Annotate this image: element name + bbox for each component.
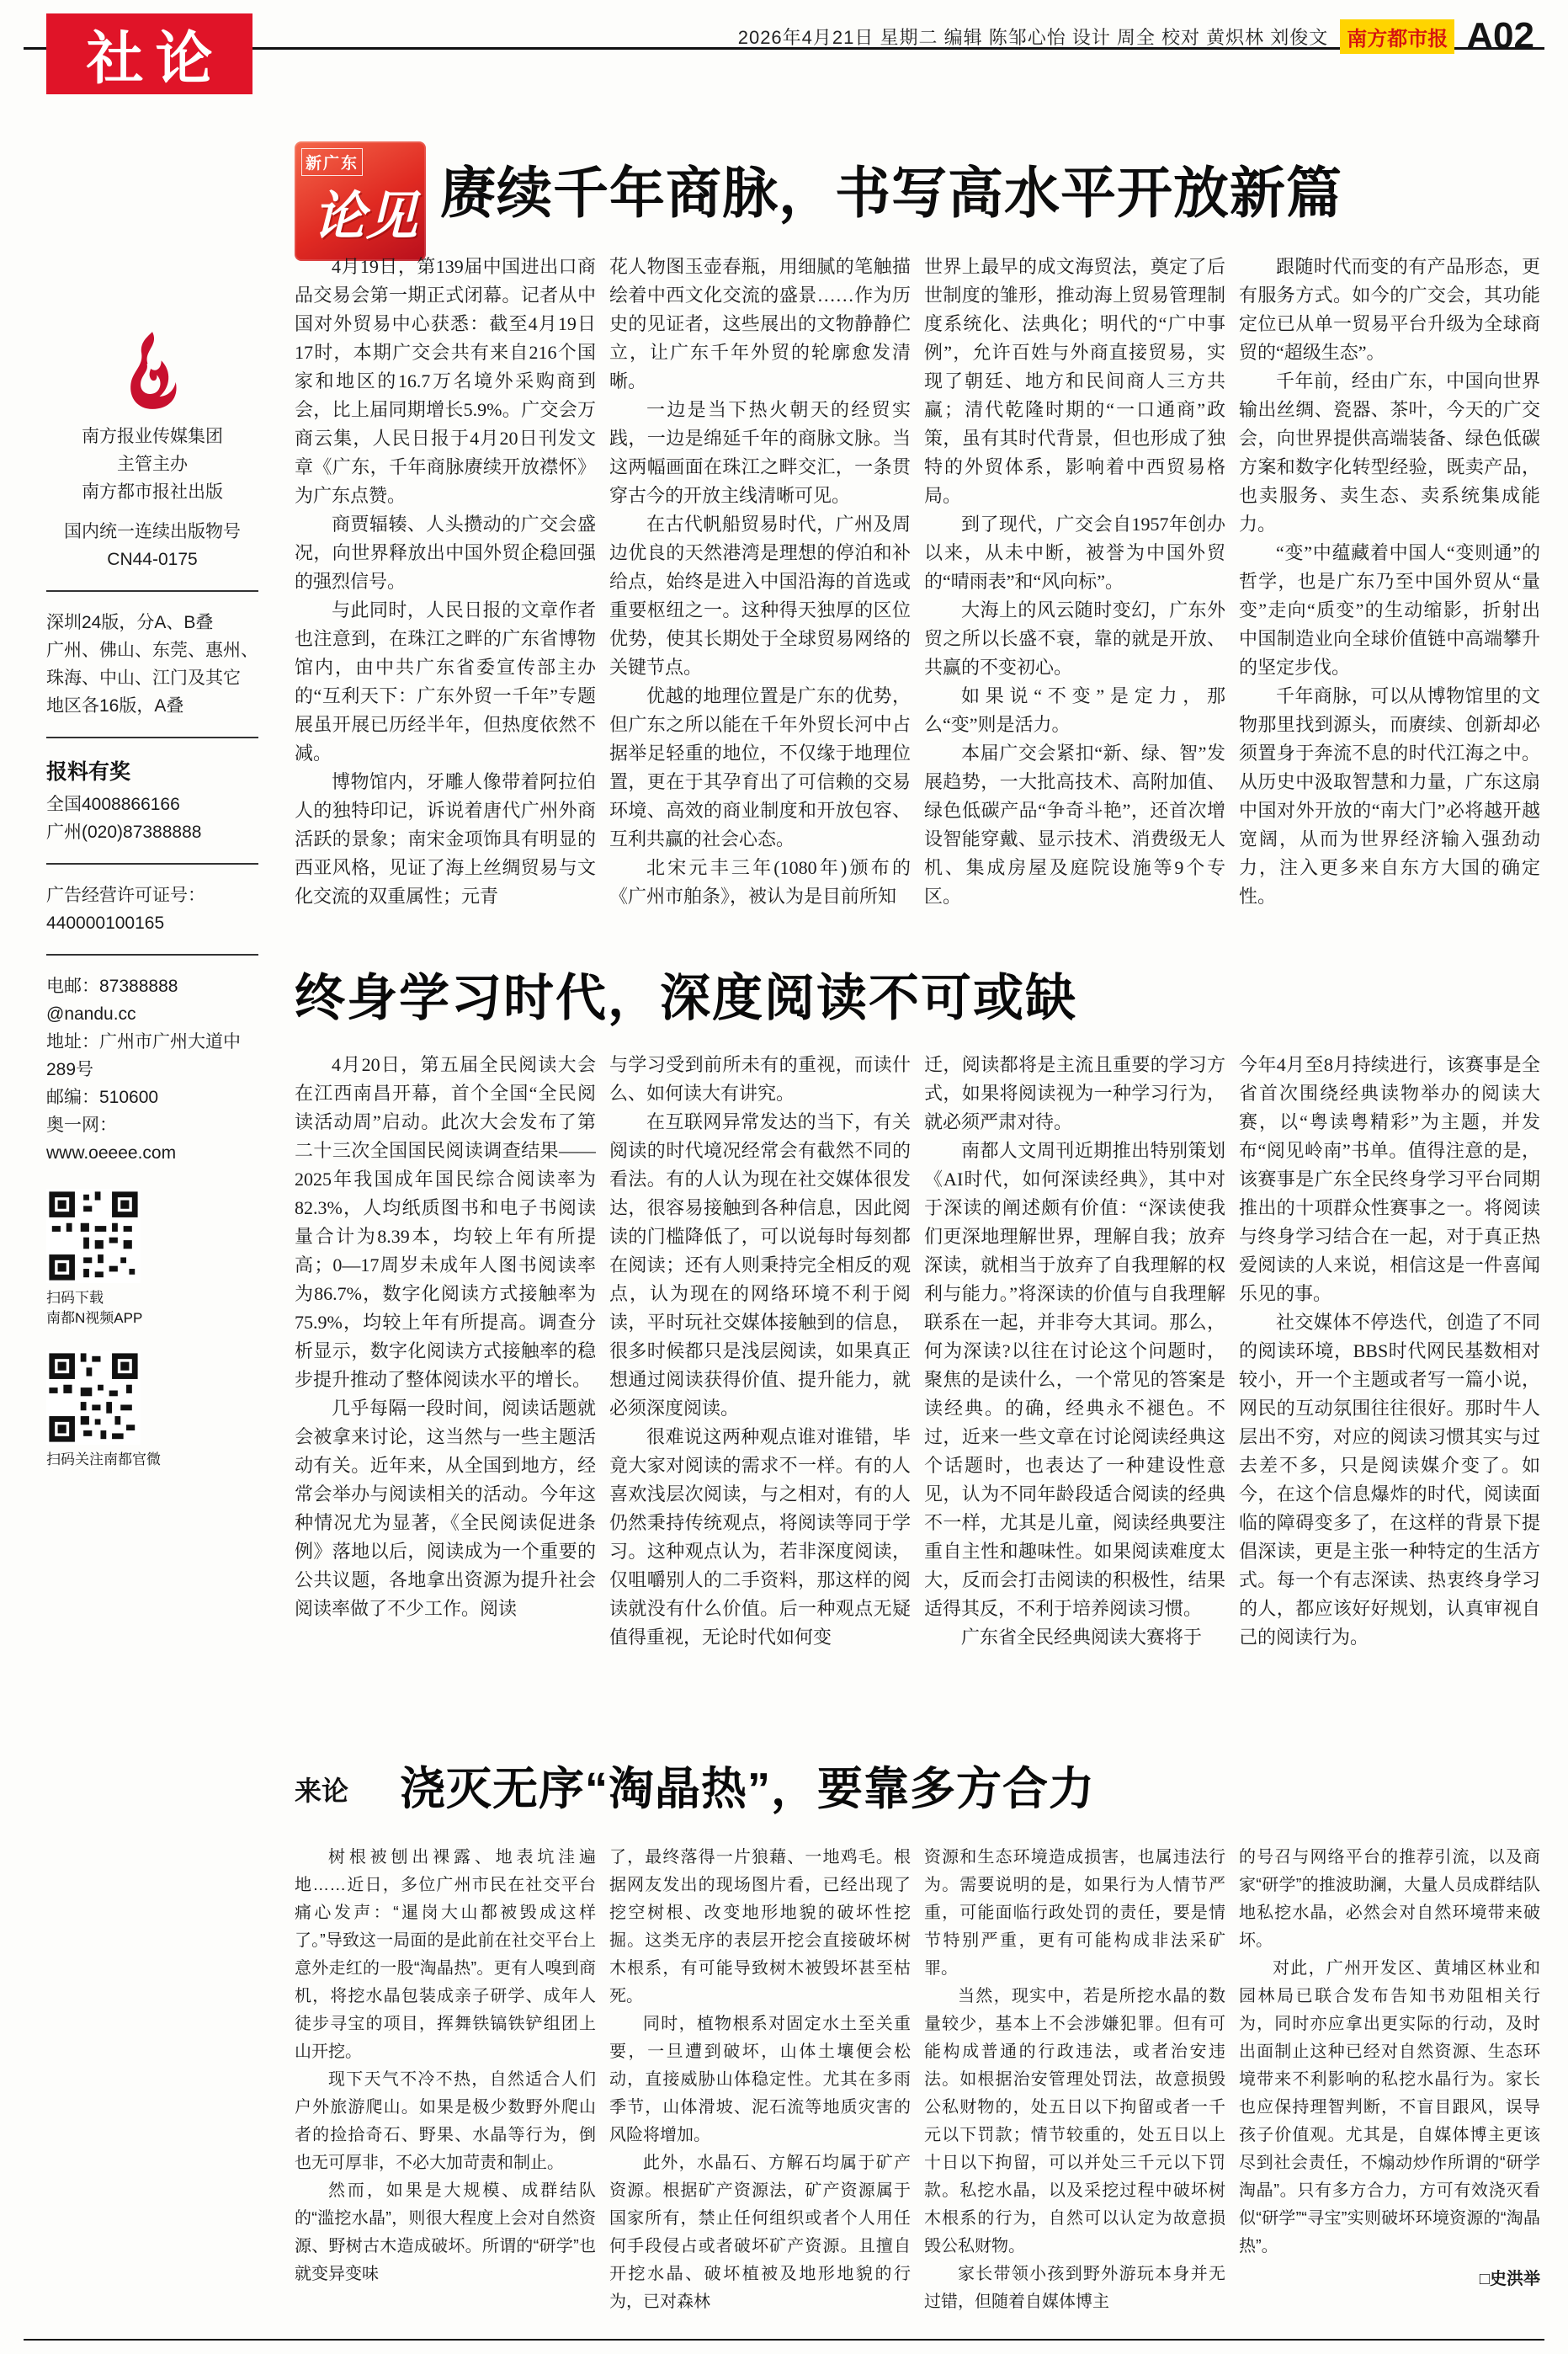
body-paragraph: 今年4月至8月持续进行，该赛事是全省首次围绕经典读物举办的阅读大赛，以“粤读粤精彩”为主题，并发布“阅见岭南”书单。值得注意的是，该赛事是广东全民终身学习平台同期推出的十项群众性赛事之一。将阅读与终身学习结合在一起，对于真正热爱阅读的人来说，相信这是一件喜闻乐见的事。 <box>1239 1054 1540 1304</box>
ad-license <box>46 881 258 937</box>
text-line: 奥一网： <box>46 1116 117 1135</box>
body-paragraph: 商贾辐辏、人头攒动的广交会盛况，向世界释放出中国外贸企稳回强的强烈信号。 <box>295 514 596 592</box>
article-column <box>1239 1844 1540 2339</box>
body-paragraph: 博物馆内，牙雕人像带着阿拉伯人的独特印记，诉说着唐代广州外商活跃的景象；南宋金项饰具有明显的西亚风格，见证了海上丝绸贸易与文化交流的双重属性；元青 <box>295 771 596 907</box>
nanfang-media-flame-icon <box>125 330 180 411</box>
text-line: 地区各16版，A叠 <box>46 696 184 716</box>
article-column <box>609 1051 911 1739</box>
body-paragraph: 的号召与网络平台的推荐引流，以及商家“研学”的推波助澜，大量人员成群结队地私挖水晶，必然会对自然环境带来破坏。 <box>1239 1848 1540 1950</box>
text-line: 地址：广州市广州大道中 <box>46 1032 241 1052</box>
body-paragraph: 与学习受到前所未有的重视，而读什么、如何读大有讲究。 <box>609 1054 911 1104</box>
qr-app-caption <box>46 1288 258 1329</box>
badge-large-label: 论见 <box>312 189 417 246</box>
body-paragraph: 与此同时，人民日报的文章作者也注意到，在珠江之畔的广东省博物馆内，由中共广东省委宣传部主办的“互利天下：广东外贸一千年”专题展虽开展已历经半年，但热度依然不减。 <box>295 599 596 764</box>
body-paragraph: 4月19日，第139届中国进出口商品交易会第一期正式闭幕。记者从中国对外贸易中心获悉：截至4月19日17时，本期广交会共有来自216个国家和地区的16.7万名境外采购商到会，比上届同期增长5.9%。广交会万商云集，人民日报于4月20日刊发文章《广东，千年商脉赓续开放襟怀》为广东点赞。 <box>295 256 596 506</box>
body-paragraph: 千年前，经由广东，中国向世界输出丝绸、瓷器、茶叶，今天的广交会，向世界提供高端装备、绿色低碳方案和数字化转型经验，既卖产品，也卖服务、卖生态、卖系统集成能力。 <box>1239 370 1540 535</box>
body-paragraph: 社交媒体不停迭代，创造了不同的阅读环境，BBS时代网民基数相对较小，开一个主题或者写一篇小说，网民的互动氛围往往很好。那时牛人层出不穷，对应的阅读习惯其实与过去差不多，只是阅读媒介变了。如今，在这个信息爆炸的时代，阅读面临的障碍变多了，在这样的背景下提倡深读，更是主张一种特定的生活方式。每一个有志深读、热衷终身学习的人，都应该好好规划，认真审视自己的阅读行为。 <box>1239 1312 1540 1648</box>
article-column <box>924 1844 1225 2339</box>
body-paragraph: 几乎每隔一段时间，阅读话题就会被拿来讨论，这当然与一些主题活动有关。近年来，从全国到地方，经常会举办与阅读相关的活动。今年这种情况尤为显著，《全民阅读促进条例》落地以后，阅读成为一个重要的公共议题，各地拿出资源为提升社会阅读率做了不少工作。阅读 <box>295 1398 596 1619</box>
body-paragraph: 现下天气不冷不热，自然适合人们户外旅游爬山。如果是极少数野外爬山者的捡拾奇石、野果、水晶等行为，倒也无可厚非，不必大加苛责和制止。 <box>295 2070 596 2172</box>
body-paragraph: 此外，水晶石、方解石均属于矿产资源。根据矿产资源法，矿产资源属于国家所有，禁止任何组织或者个人用任何手段侵占或者破坏矿产资源。且擅自开挖水晶、破坏植被及地形地貌的行为，已对森林 <box>609 2154 911 2311</box>
body-paragraph: 如果说“不变”是定力，那么“变”则是活力。 <box>924 685 1225 735</box>
section-label: 社论 <box>46 13 252 94</box>
sidebar-divider <box>46 954 258 956</box>
text-line: 深圳24版，分A、B叠 <box>46 613 214 632</box>
body-paragraph: 本届广交会紧扣“新、绿、智”发展趋势，一大批高技术、高附加值、绿色低碳产品“争奇斗艳”，还首次增设智能穿戴、显示技术、消费级无人机、集成房屋及庭院设施等9个专区。 <box>924 743 1225 907</box>
text-line: www.oeeee.com <box>46 1143 177 1163</box>
body-paragraph: 跟随时代而变的有产品形态，更有服务方式。如今的广交会，其功能定位已从单一贸易平台升级为全球商贸的“超级生态”。 <box>1239 256 1540 363</box>
text-line: 珠海、中山、江门及其它 <box>46 668 241 688</box>
text-line: 国内统一连续出版物号 <box>64 522 241 541</box>
qr-code-app-icon <box>46 1189 141 1283</box>
text-line: 440000100165 <box>46 913 165 933</box>
text-line: 全国4008866166 <box>46 795 180 814</box>
body-paragraph: 4月20日，第五届全民阅读大会在江西南昌开幕，首个全国“全民阅读活动周”启动。此次大会发布了第二十三次全国国民阅读调查结果——2025年我国成年国民综合阅读率为82.3%，人均纸质图书和电子书阅读量合计为8.39本，均较上年有所提高；0—17周岁未成年人图书阅读率为86.7%，数字化阅读方式接触率为75.9%，均较上年有所提高。调查分析显示，数字化阅读方式接触率的稳步提升推动了整体阅读水平的增长。 <box>295 1054 596 1390</box>
article3-kicker: 来论 <box>295 1776 349 1806</box>
publisher-sidebar <box>46 330 258 1470</box>
page-number: A02 <box>1466 15 1534 56</box>
sidebar-divider <box>46 737 258 738</box>
text-line: 扫码关注南都官微 <box>46 1451 161 1467</box>
qr-code-wechat-icon <box>46 1350 141 1445</box>
text-line: 南方都市报社出版 <box>82 482 223 502</box>
body-paragraph: 千年商脉，可以从博物馆里的文物那里找到源头，而赓续、创新却必须置身于奔流不息的时代江海之中。从历史中汲取智慧和力量，广东这扇中国对外开放的“南大门”必将越开越宽阔，从而为世界经济输入强劲动力，注入更多来自东方大国的确定性。 <box>1239 685 1540 907</box>
article-column <box>924 1051 1225 1739</box>
newspaper-brand-logo: 南方都市报 <box>1340 19 1454 54</box>
article-column <box>609 1844 911 2339</box>
body-paragraph: 然而，如果是大规模、成群结队的“滥挖水晶”，则很大程度上会对自然资源、野树古木造成破坏。所谓的“研学”也就变异变味 <box>295 2181 596 2283</box>
text-line: 广告经营许可证号： <box>46 886 205 905</box>
body-paragraph: 家长带领小孩到野外游玩本身并无过错，但随着自媒体博主 <box>924 2265 1225 2311</box>
article-column <box>295 1051 596 1739</box>
body-paragraph: “变”中蕴藏着中国人“变则通”的哲学，也是广东乃至中国外贸从“量变”走向“质变”的生动缩影，折射出中国制造业向全球价值链中高端攀升的坚定步伐。 <box>1239 542 1540 678</box>
body-paragraph: 到了现代，广交会自1957年创办以来，从未中断，被誉为中国外贸的“晴雨表”和“风向标”。 <box>924 514 1225 592</box>
text-line: 南都N视频APP <box>46 1310 143 1326</box>
body-paragraph: 在古代帆船贸易时代，广州及周边优良的天然港湾是理想的停泊和补给点，始终是进入中国沿海的首选或重要枢纽之一。这种得天独厚的区位优势，使其长期处于全球贸易网络的关键节点。 <box>609 514 911 678</box>
body-paragraph: 资源和生态环境造成损害，也属违法行为。需要说明的是，如果行为人情节严重，可能面临行政处罚的责任，要是情节特别严重，更有可能构成非法采矿罪。 <box>924 1848 1225 1978</box>
text-line: 主管主办 <box>117 455 188 474</box>
publisher-group <box>46 423 258 506</box>
text-line: 广州、佛山、东莞、惠州、 <box>46 641 258 660</box>
body-paragraph: 一边是当下热火朝天的经贸实践，一边是绵延千年的商脉文脉。当这两幅画面在珠江之畔交汇，一条贯穿古今的开放主线清晰可见。 <box>609 399 911 506</box>
body-paragraph: 了，最终落得一片狼藉、一地鸡毛。根据网友发出的现场图片看，已经出现了挖空树根、改变地形地貌的破坏性挖掘。这类无序的表层开挖会直接破坏树木根系，有可能导致树木被毁坏甚至枯死。 <box>609 1848 911 2005</box>
body-paragraph: 树根被刨出裸露、地表坑洼遍地……近日，多位广州市民在社交平台痛心发声：“暹岗大山都被毁成这样了。”导致这一局面的是此前在社交平台上意外走红的一股“淘晶热”。更有人嗅到商机，将挖水晶包装成亲子研学、成年人徒步寻宝的项目，挥舞铁镐铁铲组团上山开挖。 <box>295 1848 596 2061</box>
body-paragraph: 优越的地理位置是广东的优势，但广东之所以能在千年外贸长河中占据举足轻重的地位，不仅缘于地理位置，更在于其孕育出了可信赖的交易环境、高效的商业制度和开放包容、互利共赢的社会心态。 <box>609 685 911 849</box>
text-line: 289号 <box>46 1060 94 1079</box>
qr-app-block <box>46 1189 258 1329</box>
body-paragraph: 大海上的风云随时变幻，广东外贸之所以长盛不衰，靠的就是开放、共赢的不变初心。 <box>924 599 1225 678</box>
text-line: 邮编：510600 <box>46 1088 159 1107</box>
body-paragraph: 在互联网异常发达的当下，有关阅读的时代境况经常会有截然不同的看法。有的人认为现在社交媒体很发达，很容易接触到各种信息，因此阅读的门槛降低了，可以说每时每刻都在阅读；还有人则秉持完全相反的观点，认为现在的网络环境不利于阅读，平时玩社交媒体接触到的信息，很多时候都只是浅层阅读，如果真正想通过阅读获得价值、提升能力，就必须深度阅读。 <box>609 1111 911 1419</box>
body-paragraph: 北宋元丰三年(1080年)颁布的《广州市舶条》，被认为是目前所知 <box>609 857 911 907</box>
masthead <box>738 15 1534 57</box>
article1-body <box>295 253 1540 967</box>
article-column <box>1239 253 1540 967</box>
articles-area <box>282 0 1549 2354</box>
article2-headline: 终身学习时代，深度阅读不可或缺 <box>295 970 1077 1026</box>
publication-number <box>46 518 258 573</box>
xin-guangdong-lunjian-badge <box>295 141 426 261</box>
article-column <box>295 1844 596 2339</box>
contact-info <box>46 972 258 1167</box>
author-signature: □史洪举 <box>1479 2270 1540 2288</box>
article-column <box>924 253 1225 967</box>
footer-rule <box>24 2339 1544 2341</box>
article-column <box>1239 1051 1540 1739</box>
body-paragraph: 迁，阅读都将是主流且重要的学习方式，如果将阅读视为一种学习行为，就必须严肃对待。 <box>924 1054 1225 1132</box>
tips-phone-numbers <box>46 791 258 846</box>
body-paragraph: 对此，广州开发区、黄埔区林业和园林局已联合发布告知书劝阻相关行为，同时亦应拿出更实际的行动，及时出面制止这种已经对自然资源、生态环境带来不利影响的私挖水晶行为。家长也应保持理智判断，不盲目跟风，误导孩子价值观。尤其是，自媒体博主更该尽到社会责任，不煽动炒作所谓的“研学淘晶”。只有多方合力，方可有效浇灭看似“研学”“寻宝”实则破坏环境资源的“淘晶热”。 <box>1239 1959 1540 2255</box>
dateline: 2026年4月21日 星期二 编辑 陈邹心怡 设计 周全 校对 黄炽林 刘俊文 <box>737 26 1329 48</box>
text-line: 电邮：87388888 <box>46 977 178 996</box>
text-line: 扫码下载 <box>46 1290 104 1306</box>
body-paragraph: 很难说这两种观点谁对谁错，毕竟大家对阅读的需求不一样。有的人喜欢浅层次阅读，与之相对，有的人仍然秉持传统观点，将阅读等同于学习。这种观点认为，若非深度阅读，仅咀嚼别人的二手资料，那这样的阅读就没有什么价值。后一种观点无疑值得重视，无论时代如何变 <box>609 1426 911 1648</box>
article3-body <box>295 1844 1540 2339</box>
article2-body <box>295 1051 1540 1739</box>
tips-reward-title: 报料有奖 <box>46 760 131 784</box>
text-line: CN44-0175 <box>107 550 198 569</box>
article-column <box>609 253 911 967</box>
qr-wechat-block <box>46 1350 258 1470</box>
body-paragraph: 当然，现实中，若是所挖水晶的数量较少，基本上不会涉嫌犯罪。但有可能构成普通的行政违法，或者治安违法。如根据治安管理处罚法，故意损毁公私财物的，处五日以下拘留或者一千元以下罚款；情节较重的，处五日以上十日以下拘留，可以并处三千元以下罚款。私挖水晶，以及采挖过程中破坏树木根系的行为，自然可以认定为故意损毁公私财物。 <box>924 1987 1225 2255</box>
body-paragraph: 广东省全民经典阅读大赛将于 <box>961 1627 1203 1648</box>
sidebar-divider <box>46 863 258 865</box>
article-column <box>295 253 596 967</box>
sidebar-divider <box>46 590 258 592</box>
article3-headline: 浇灭无序“淘晶热”，要靠多方合力 <box>400 1764 1095 1814</box>
text-line: 广州(020)87388888 <box>46 823 202 842</box>
article1-headline: 赓续千年商脉，书写高水平开放新篇 <box>440 163 1342 225</box>
body-paragraph: 花人物图玉壶春瓶，用细腻的笔触描绘着中西文化交流的盛景……作为历史的见证者，这些展出的文物静静伫立，让广东千年外贸的轮廓愈发清晰。 <box>609 256 911 391</box>
body-paragraph: 南都人文周刊近期推出特别策划《AI时代，如何深读经典》，其中对于深读的阐述颇有价值：“深读使我们更深地理解世界，理解自我；放弃深读，就相当于放弃了自我理解的权利与能力。”将深读的价值与自我理解联系在一起，并非夸大其词。那么，何为深读?以往在讨论这个问题时，聚焦的是读什么，一个常见的答案是读经典。的确，经典永不褪色。不过，近来一些文章在讨论阅读经典这个话题时，也表达了一种建设性意见，认为不同年龄段适合阅读的经典不一样，尤其是儿童，阅读经典要注重自主性和趣味性。如果阅读难度太大，反而会打击阅读的积极性，结果适得其反，不利于培养阅读习惯。 <box>924 1140 1225 1619</box>
qr-wechat-caption <box>46 1450 258 1470</box>
text-line: @nandu.cc <box>46 1004 136 1024</box>
body-paragraph: 世界上最早的成文海贸法，奠定了后世制度的雏形，推动海上贸易管理制度系统化、法典化；明代的“广中事例”，允许百姓与外商直接贸易，实现了朝廷、地方和民间商人三方共赢；清代乾隆时期的“一口通商”政策，虽有其时代背景，但也形成了独特的外贸体系，影响着中西贸易格局。 <box>924 256 1225 506</box>
body-paragraph: 同时，植物根系对固定水土至关重要，一旦遭到破坏，山体土壤便会松动，直接威胁山体稳定性。尤其在多雨季节，山体滑坡、泥石流等地质灾害的风险将增加。 <box>609 2015 911 2144</box>
edition-info <box>46 609 258 720</box>
badge-small-label: 新广东 <box>301 148 363 176</box>
text-line: 南方报业传媒集团 <box>82 427 223 446</box>
